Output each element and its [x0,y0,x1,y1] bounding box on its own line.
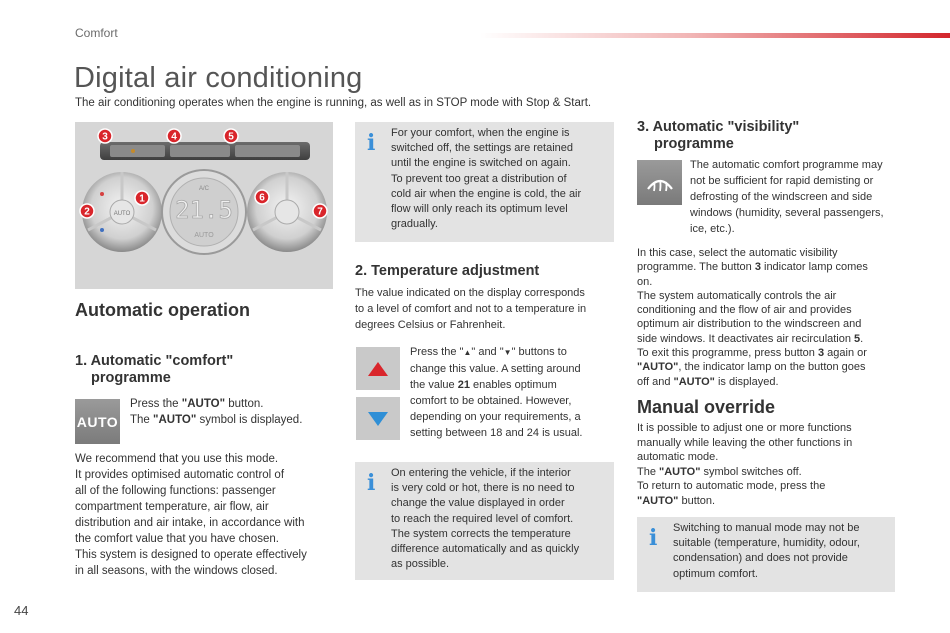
info-box-interior-text: On entering the vehicle, if the interior is very cold or hot, there is no need to change the value displayed in order to reach the required level of comfort. The system corrects the temperature difference automatically and as quickly as possible. [391,467,580,571]
badge-7 [313,204,327,218]
info-box-engine-text: For your comfort, when the engine is switched off, the settings are retained until the engine is switched on again. To prevent too great a distribution of cold air when the engine is cold, the air flow will only reach its optimum level gradually. [391,127,582,231]
info-box-interior [355,462,614,580]
info-box-engine [355,122,614,242]
badge-5 [224,129,238,143]
arrow-down-icon [368,412,388,426]
subheading-visibility-line1: 3. Automatic "visibility" [637,119,800,135]
svg-text:6: 6 [259,192,265,204]
info-icon: i [649,525,658,551]
left-knob-label: AUTO [113,211,131,217]
badge-3 [98,129,112,143]
svg-text:7: 7 [317,206,323,218]
page-number: 44 [14,603,29,618]
svg-text:1: 1 [139,193,145,205]
subheading-comfort-line1: 1. Automatic "comfort" [75,353,234,369]
badge-4 [167,129,181,143]
svg-text:5: 5 [228,131,234,143]
svg-text:2: 2 [84,206,90,218]
manual-override-description: It is possible to adjust one or more functions manually while leaving the other functions in automatic mode. The "AUTO" symbol switches off. To return to automatic mode, press the "AUTO" button. [637,422,853,507]
info-box-manual-text: Switching to manual mode may not be suitable (temperature, humidity, odour, condensation) and does not provide optimum comfort. [673,522,860,580]
press-auto-text: Press the "AUTO" button. [130,398,264,410]
subheading-visibility-line2: programme [654,136,734,152]
temperature-description: The value indicated on the display corresponds to a level of comfort and not to a temperature in degrees Celsius or Fahrenheit. [355,287,587,331]
display-auto-label: AUTO [194,232,214,239]
svg-text:4: 4 [171,131,177,143]
auto-symbol-text: The "AUTO" symbol is displayed. [130,414,303,426]
arrow-up-icon [368,362,388,376]
auto-description: We recommend that you use this mode. It provides optimised automatic control of all of the following functions: passenger compartment temperature, air flow, air distribution and air intake, in accordance with the comfort value that you have chosen. This system is designed to operate effectively in all seasons, with the windows closed. [75,453,307,577]
badge-2 [80,204,94,218]
heading-manual-override: Manual override [637,397,776,417]
temp-up-button-icon [356,347,400,390]
badge-6 [255,190,269,204]
display-temperature: 21.5 [175,196,233,224]
info-icon: i [367,130,376,156]
small-up-triangle-icon: ▲ [463,348,472,357]
temp-down-button-icon [356,397,400,440]
header-rule [480,33,950,38]
badge-1 [135,191,149,205]
display-ac-label: A/C [198,186,210,192]
info-icon: i [367,470,376,496]
windscreen-demist-icon [645,171,675,195]
control-panel-photo [75,122,333,289]
svg-text:3: 3 [102,131,108,143]
section-label: Comfort [75,26,118,40]
visibility-description: In this case, select the automatic visibility programme. The button 3 indicator lamp comes on. The system automatically controls the air conditioning and the flow of air and provides optimum air distribution to the windscreen and side windows. It deactivates air recirculation 5. To exit this programme, press button 3 again or "AUTO", the indicator lamp on the button goes off and "AUTO" is displayed. [637,247,868,388]
subheading-comfort-line2: programme [91,370,171,386]
heading-temperature-adjustment: 2. Temperature adjustment [355,263,540,279]
visibility-button-icon [637,160,682,205]
temp-buttons-text: Press the "▲" and "▼" buttons to change this value. A setting around the value 21 enables optimum comfort to be obtained. However, depending on your requirements, a setting between 18 and 24 is usual. [410,346,583,439]
small-down-triangle-icon: ▼ [503,348,512,357]
control-panel-illustration [75,122,333,289]
visibility-icon-description: The automatic comfort programme may not be sufficient for rapid demisting or defrosting of the windscreen and side windows (humidity, several passengers, ice, etc.). [690,159,884,235]
heading-automatic-operation: Automatic operation [75,300,251,320]
auto-button-icon [75,399,120,444]
info-box-manual [637,517,895,592]
auto-button-icon-label: AUTO [76,413,119,430]
page-title: Digital air conditioning [74,62,363,94]
intro-text: The air conditioning operates when the engine is running, as well as in STOP mode with Stop & Start. [75,97,592,109]
